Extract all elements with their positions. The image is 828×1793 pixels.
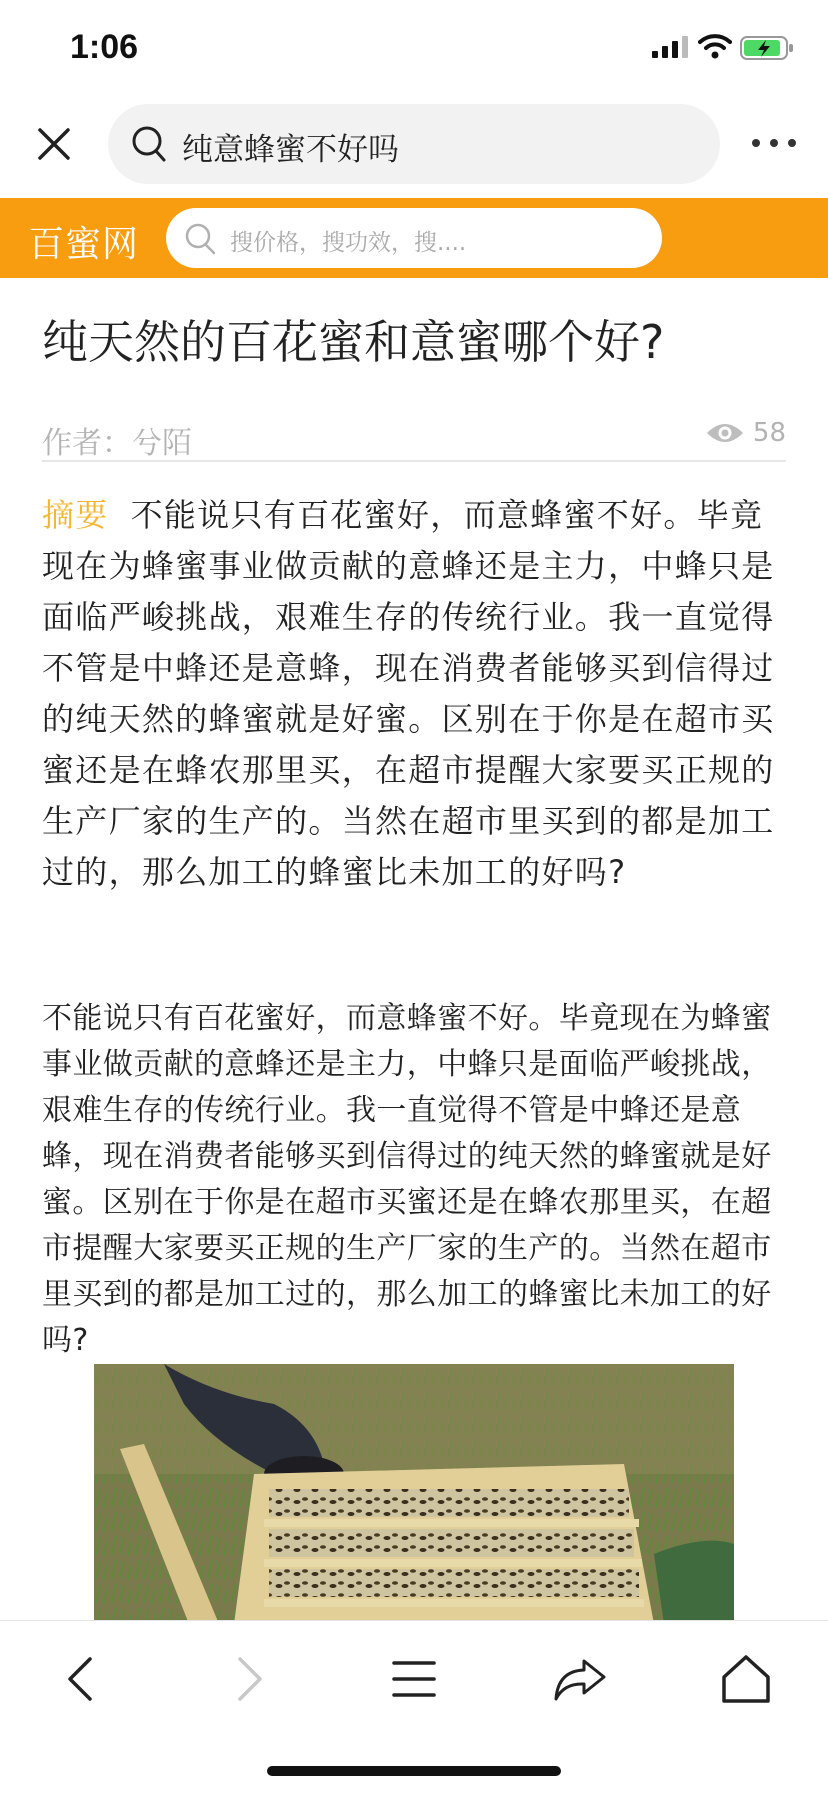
article-body: 不能说只有百花蜜好，而意蜂蜜不好。毕竟现在为蜂蜜事业做贡献的意蜂还是主力，中蜂只是面临严峻挑战，艰难生存的传统行业。我一直觉得不管是中蜂还是意蜂，现在消费者能够买到信得过的纯天然的蜂蜜就是好蜜。区别在于你是在超市买蜜还是在蜂农那里买，在超市提醒大家要买正规的生产厂家的生产的。当然在超市里买到的都是加工过的，那么加工的蜂蜜比未加工的好吗? — [42, 1001, 772, 1358]
summary-label: 摘要 — [42, 496, 109, 534]
search-query: 纯意蜂蜜不好吗 — [182, 132, 399, 168]
article-summary — [42, 490, 790, 898]
battery-icon — [740, 36, 796, 60]
search-icon — [184, 222, 218, 256]
article-image-beehive — [94, 1364, 734, 1624]
status-time: 1:06 — [70, 28, 139, 66]
article-author: 作者：兮陌 — [42, 426, 192, 461]
article-title: 纯天然的百花蜜和意蜜哪个好? — [42, 315, 665, 369]
status-bar — [0, 0, 828, 96]
search-icon — [130, 124, 170, 164]
home-indicator — [267, 1766, 561, 1776]
site-header — [0, 198, 828, 278]
summary-text: 不能说只有百花蜜好，而意蜂蜜不好。毕竟现在为蜂蜜事业做贡献的意蜂还是主力，中蜂只是面临严峻挑战，艰难生存的传统行业。我一直觉得不管是中蜂还是意蜂，现在消费者能够买到信得过的纯天然的蜂蜜就是好蜜。区别在于你是在超市买蜜还是在蜂农那里买，在超市提醒大家要买正规的生产厂家的生产的。当然在超市里买到的都是加工过的，那么加工的蜂蜜比未加工的好吗? — [42, 496, 775, 891]
site-logo[interactable]: 百蜜网 — [28, 224, 140, 265]
menu-icon[interactable] — [384, 1649, 444, 1709]
view-count-value: 58 — [752, 418, 786, 448]
url-search-bar[interactable] — [108, 104, 720, 184]
eye-icon — [705, 421, 745, 445]
signal-icon — [652, 36, 690, 58]
site-search-input[interactable] — [166, 208, 662, 268]
close-icon[interactable] — [30, 120, 78, 168]
site-search-placeholder: 搜价格，搜功效，搜.... — [230, 230, 467, 256]
forward-icon[interactable] — [218, 1649, 278, 1709]
more-icon[interactable] — [748, 128, 800, 158]
home-icon[interactable] — [716, 1649, 776, 1709]
view-count — [705, 418, 786, 448]
article-meta — [42, 414, 786, 462]
browser-bar — [0, 100, 828, 196]
back-icon[interactable] — [52, 1649, 112, 1709]
wifi-icon — [698, 33, 732, 59]
share-icon[interactable] — [550, 1649, 610, 1709]
